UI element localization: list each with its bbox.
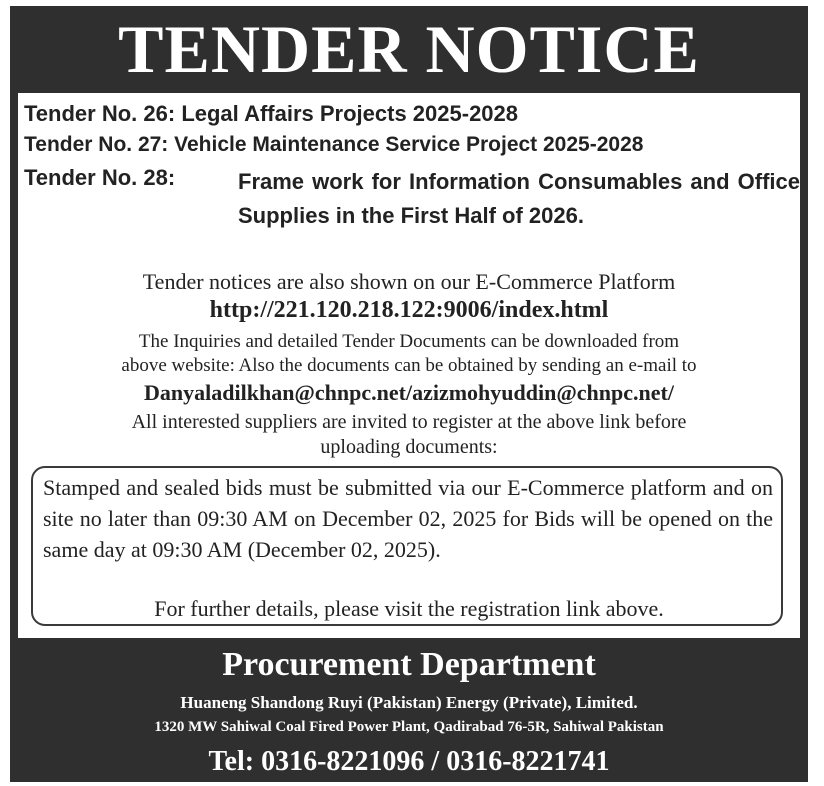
department-name: Procurement Department [222,646,596,683]
tender-26 [24,101,518,127]
tender-notice-frame [10,6,808,782]
tender-26-label: Tender No. 26: [24,101,176,126]
company-name: Huaneng Shandong Ruyi (Pakistan) Energy (Private), Limited. [180,693,638,712]
tender-27-title: Vehicle Maintenance Service Project 2025-2028 [174,133,644,156]
tender-28-title: Frame work for Information Consumables and Office Supplies in the First Half of 2026. [238,169,800,228]
tender-26-title: Legal Affairs Projects 2025-2028 [181,101,519,126]
bid-submission-text: Stamped and sealed bids must be submitted via our E-Commerce platform and on site no later than 09:30 AM on December 02, 2025 for Bids will be opened on the same day at 09:30 AM (December 02, 2025). [43,475,773,562]
inquiries-text-line-1: The Inquiries and detailed Tender Documents can be downloaded from [138,331,680,352]
header-bar [10,6,808,92]
notice-body [18,93,800,638]
platform-text: Tender notices are also shown on our E-Commerce Platform [142,269,676,294]
page-title: TENDER NOTICE [118,11,700,87]
register-text-line-2: uploading documents: [320,436,498,458]
tender-27 [24,133,643,157]
contact-emails-link[interactable]: Danyaladilkhan@chnpc.net/azizmohyuddin@chnpc.net/ [144,380,674,405]
company-address: 1320 MW Sahiwal Coal Fired Power Plant, Qadirabad 76-5R, Sahiwal Pakistan [154,719,664,735]
register-text-line-1: All interested suppliers are invited to register at the above link before [131,411,687,433]
bid-submission-box [31,466,783,626]
tender-28-label: Tender No. 28: [24,165,176,190]
further-details-text: For further details, please visit the registration link above. [154,596,664,621]
tender-28 [24,165,238,191]
inquiries-text-line-2: above website: Also the documents can be obtained by sending an e-mail to [121,355,697,376]
telephone-numbers: Tel: 0316-8221096 / 0316-8221741 [208,746,610,777]
tender-27-label: Tender No. 27: [24,133,169,156]
platform-url-link[interactable]: http://221.120.218.122:9006/index.html [209,297,609,323]
